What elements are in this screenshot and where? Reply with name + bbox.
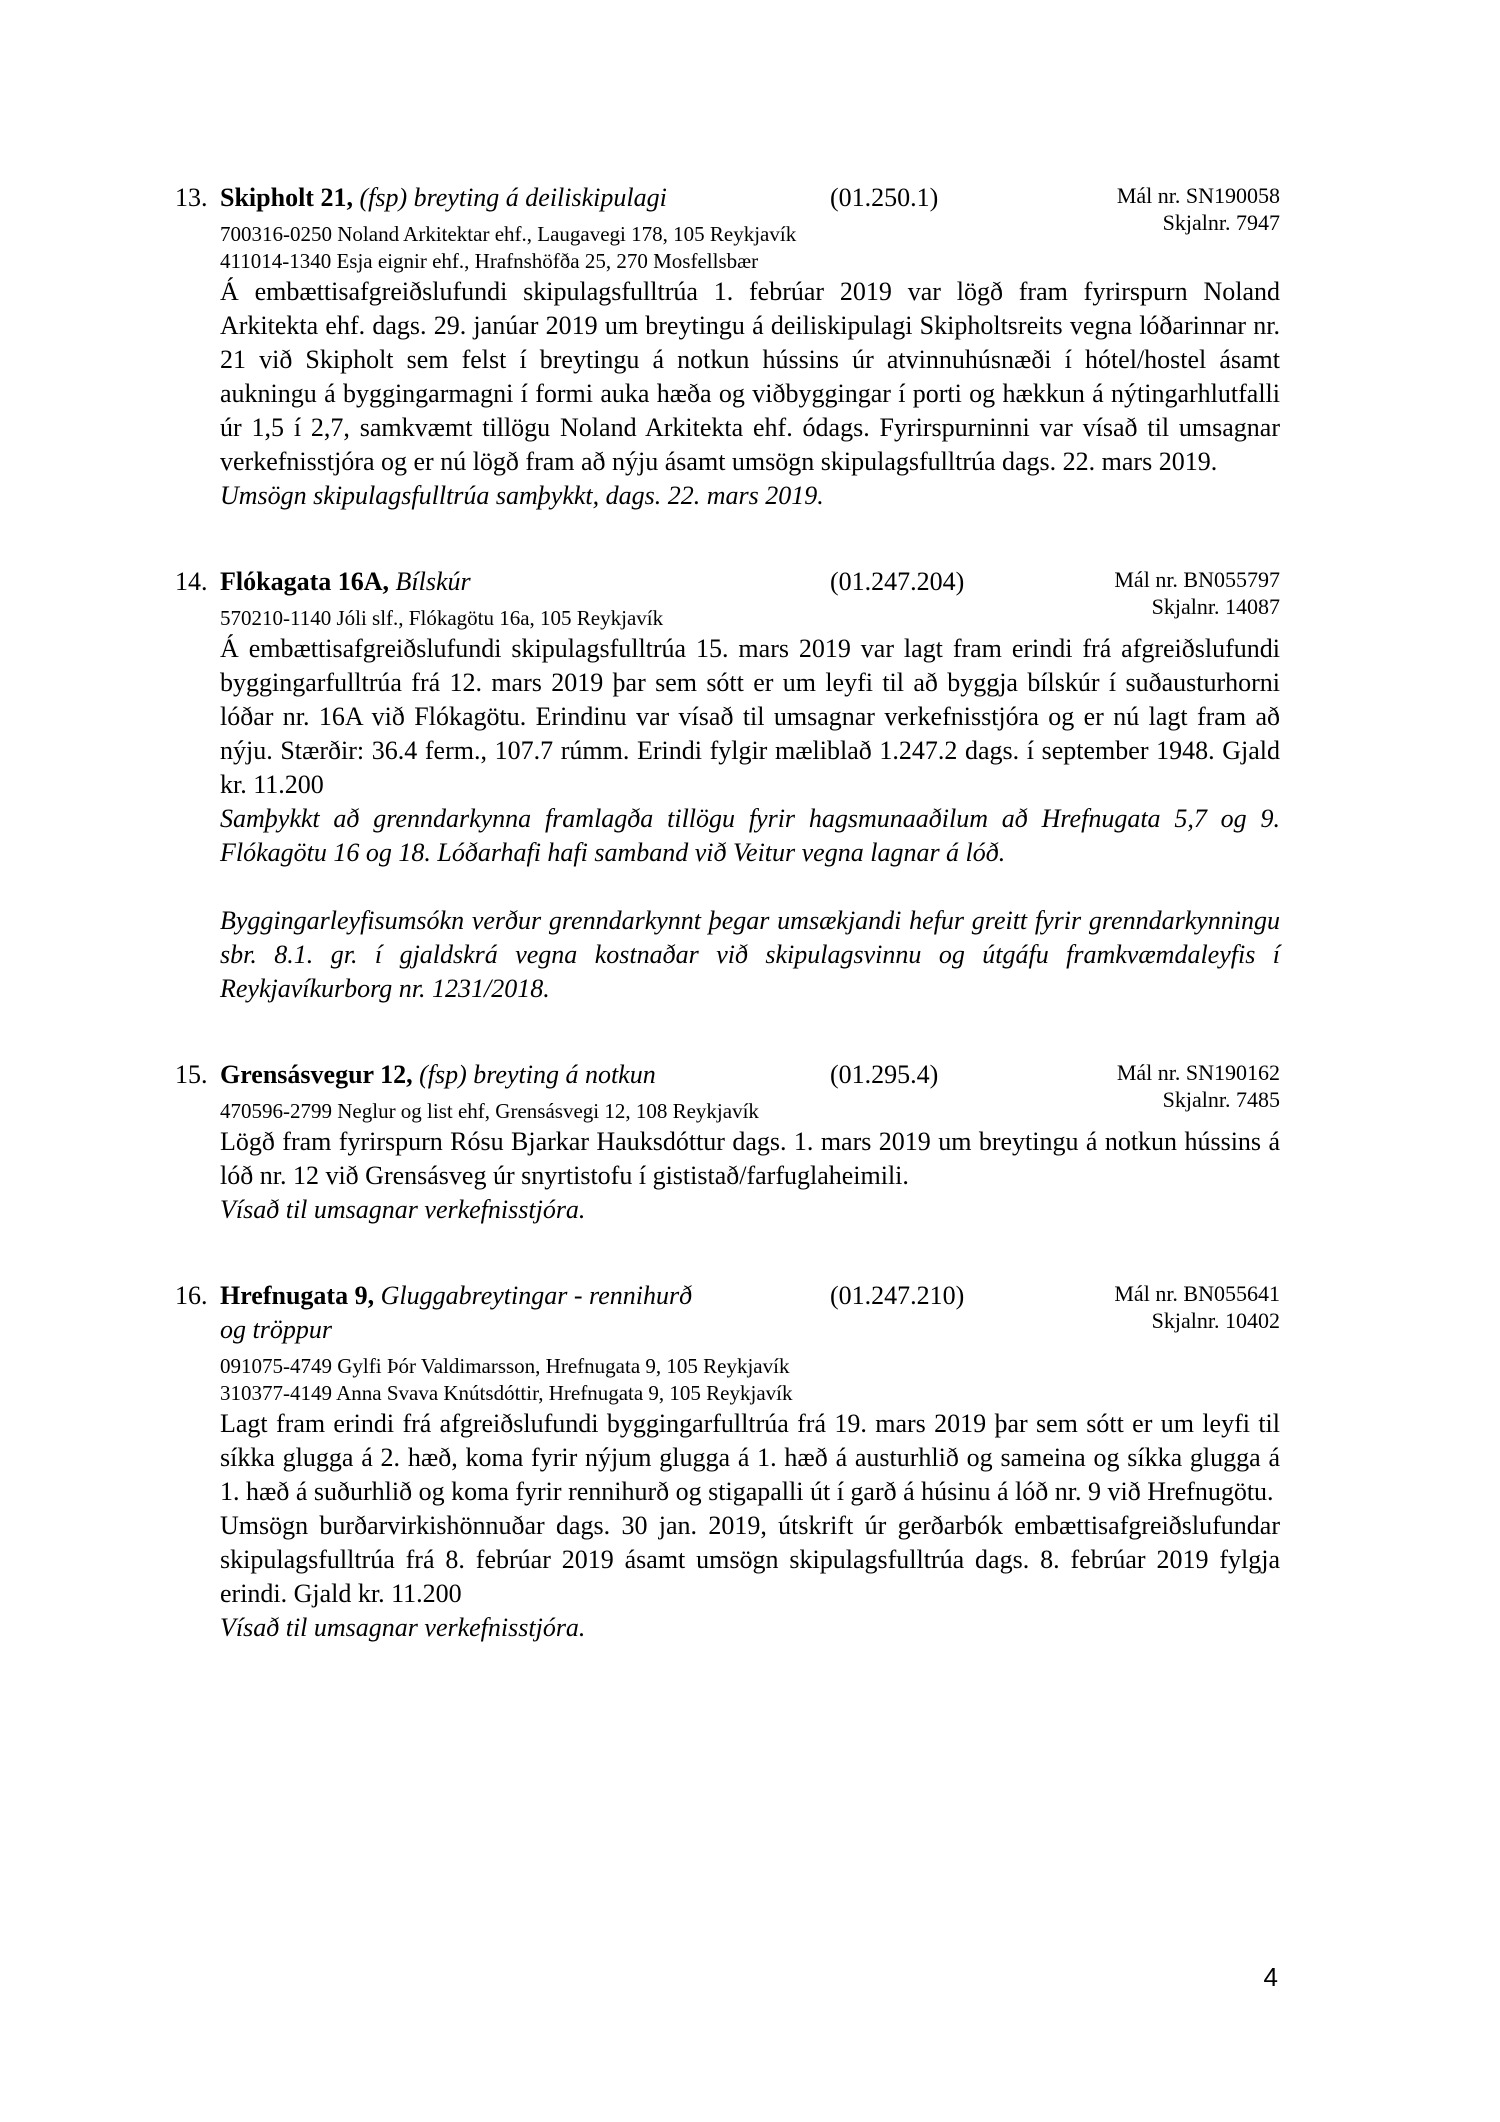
- case-paragraph: Lagt fram erindi frá afgreiðslufundi byggingarfulltrúa frá 19. mars 2019 þar sem sótt er um leyfi til síkka glugga á 2. hæð, koma fyrir nýjum glugga á 1. hæð á austurhlið og sameina og síkka glugga á 1. hæð á suðurhlið og koma fyrir rennihurð og stigapalli út í garð á húsinu á lóð nr. 9 við Hrefnugötu.: [220, 1409, 1280, 1506]
- party-line: 470596-2799 Neglur og list ehf, Grensásvegi 12, 108 Reykjavík: [220, 1099, 759, 1123]
- case-paragraph: Á embættisafgreiðslufundi skipulagsfulltrúa 15. mars 2019 var lagt fram erindi frá afgreiðslufundi byggingarfulltrúa frá 12. mars 2019 þar sem sótt er um leyfi til að byggja bílskúr í suðausturhorni lóðar nr. 16A við Flókagötu. Erindinu var vísað til umsagnar verkefnisstjóra og er nú lagt fram að nýju. Stærðir: 36.4 ferm., 107.7 rúmm. Erindi fylgir mæliblað 1.247.2 dags. í september 1948. Gjald kr. 11.200: [220, 634, 1280, 799]
- case-subtitle: Bílskúr: [395, 567, 471, 596]
- case-item-16: [175, 1279, 1280, 1645]
- case-decision: Umsögn skipulagsfulltrúa samþykkt, dags. 22. mars 2019.: [220, 481, 824, 510]
- case-references: [1117, 1059, 1280, 1113]
- case-mal-nr: Mál nr. BN055641: [1114, 1281, 1280, 1306]
- case-references: [1114, 1280, 1280, 1334]
- case-code: (01.247.210): [830, 1281, 965, 1310]
- case-subtitle: Gluggabreytingar - rennihurð: [380, 1281, 693, 1310]
- case-subtitle-line2: og tröppur: [220, 1315, 332, 1344]
- case-title: Hrefnugata 9,: [220, 1281, 375, 1310]
- case-mal-nr: Mál nr. SN190058: [1116, 183, 1280, 208]
- case-skjalnr: Skjalnr. 7947: [1162, 210, 1280, 235]
- case-title: Skipholt 21,: [220, 183, 353, 212]
- case-code: (01.247.204): [830, 567, 965, 596]
- party-line: 411014-1340 Esja eignir ehf., Hrafnshöfða 25, 270 Mosfellsbær: [220, 249, 759, 273]
- case-code: (01.295.4): [830, 1060, 939, 1089]
- case-number: 15.: [175, 1060, 208, 1089]
- party-line: 700316-0250 Noland Arkitektar ehf., Laugavegi 178, 105 Reykjavík: [220, 222, 797, 246]
- case-decision: Byggingarleyfisumsókn verður grenndarkynnt þegar umsækjandi hefur greitt fyrir grenndarkynningu sbr. 8.1. gr. í gjaldskrá vegna kostnaðar við skipulagsvinnu og útgáfu framkvæmdaleyfis í Reykjavíkurborg nr. 1231/2018.: [220, 906, 1280, 1003]
- minutes-text-block: [175, 181, 1280, 1645]
- case-item-15: [175, 1058, 1280, 1227]
- case-paragraph: Umsögn burðarvirkishönnuðar dags. 30 jan. 2019, útskrift úr gerðarbók embættisafgreiðslufundar skipulagsfulltrúa frá 8. febrúar 2019 ásamt umsögn skipulagsfulltrúa dags. 8. febrúar 2019 fylgja erindi. Gjald kr. 11.200: [220, 1511, 1280, 1608]
- party-line: 091075-4749 Gylfi Þór Valdimarsson, Hrefnugata 9, 105 Reykjavík: [220, 1354, 790, 1378]
- case-references: [1117, 182, 1280, 236]
- case-mal-nr: Mál nr. BN055797: [1114, 567, 1280, 592]
- case-decision: Vísað til umsagnar verkefnisstjóra.: [220, 1613, 586, 1642]
- case-references: [1114, 566, 1280, 620]
- party-line: 570210-1140 Jóli slf., Flókagötu 16a, 105 Reykjavík: [220, 606, 664, 630]
- case-skjalnr: Skjalnr. 14087: [1151, 594, 1280, 619]
- case-decision: Vísað til umsagnar verkefnisstjóra.: [220, 1195, 586, 1224]
- case-paragraph: Á embættisafgreiðslufundi skipulagsfulltrúa 1. febrúar 2019 var lögð fram fyrirspurn Noland Arkitekta ehf. dags. 29. janúar 2019 um breytingu á deiliskipulagi Skipholtsreits vegna lóðarinnar nr. 21 við Skipholt sem felst í breytingu á notkun hússins úr atvinnuhúsnæði í hótel/hostel ásamt aukningu á byggingarmagni í formi auka hæða og viðbyggingar í porti og hækkun á nýtingarhlutfalli úr 1,5 í 2,7, samkvæmt tillögu Noland Arkitekta ehf. ódags. Fyrirspurninni var vísað til umsagnar verkefnisstjóra og er nú lögð fram að nýju ásamt umsögn skipulagsfulltrúa dags. 22. mars 2019.: [220, 277, 1280, 476]
- case-decision: Samþykkt að grenndarkynna framlagða tillögu fyrir hagsmunaaðilum að Hrefnugata 5,7 og 9. Flókagötu 16 og 18. Lóðarhafi hafi samband við Veitur vegna lagnar á lóð.: [220, 804, 1280, 867]
- case-number: 13.: [175, 183, 208, 212]
- case-subtitle: (fsp) breyting á notkun: [419, 1060, 656, 1089]
- case-parties: [220, 1353, 1280, 1407]
- case-number: 16.: [175, 1281, 208, 1310]
- party-line: 310377-4149 Anna Svava Knútsdóttir, Hrefnugata 9, 105 Reykjavík: [220, 1381, 793, 1405]
- case-mal-nr: Mál nr. SN190162: [1116, 1060, 1280, 1085]
- case-skjalnr: Skjalnr. 10402: [1151, 1308, 1280, 1333]
- case-number: 14.: [175, 567, 208, 596]
- case-subtitle: (fsp) breyting á deiliskipulagi: [359, 183, 667, 212]
- case-paragraph: Lögð fram fyrirspurn Rósu Bjarkar Hauksdóttur dags. 1. mars 2019 um breytingu á notkun hússins á lóð nr. 12 við Grensásveg úr snyrtistofu í gististað/farfuglaheimili.: [220, 1127, 1280, 1190]
- case-skjalnr: Skjalnr. 7485: [1162, 1087, 1280, 1112]
- page-number: 4: [1263, 1962, 1278, 1992]
- case-title: Flókagata 16A,: [220, 567, 389, 596]
- case-item-14: [175, 565, 1280, 1006]
- case-title: Grensásvegur 12,: [220, 1060, 413, 1089]
- case-code: (01.250.1): [830, 183, 939, 212]
- case-item-13: [175, 181, 1280, 513]
